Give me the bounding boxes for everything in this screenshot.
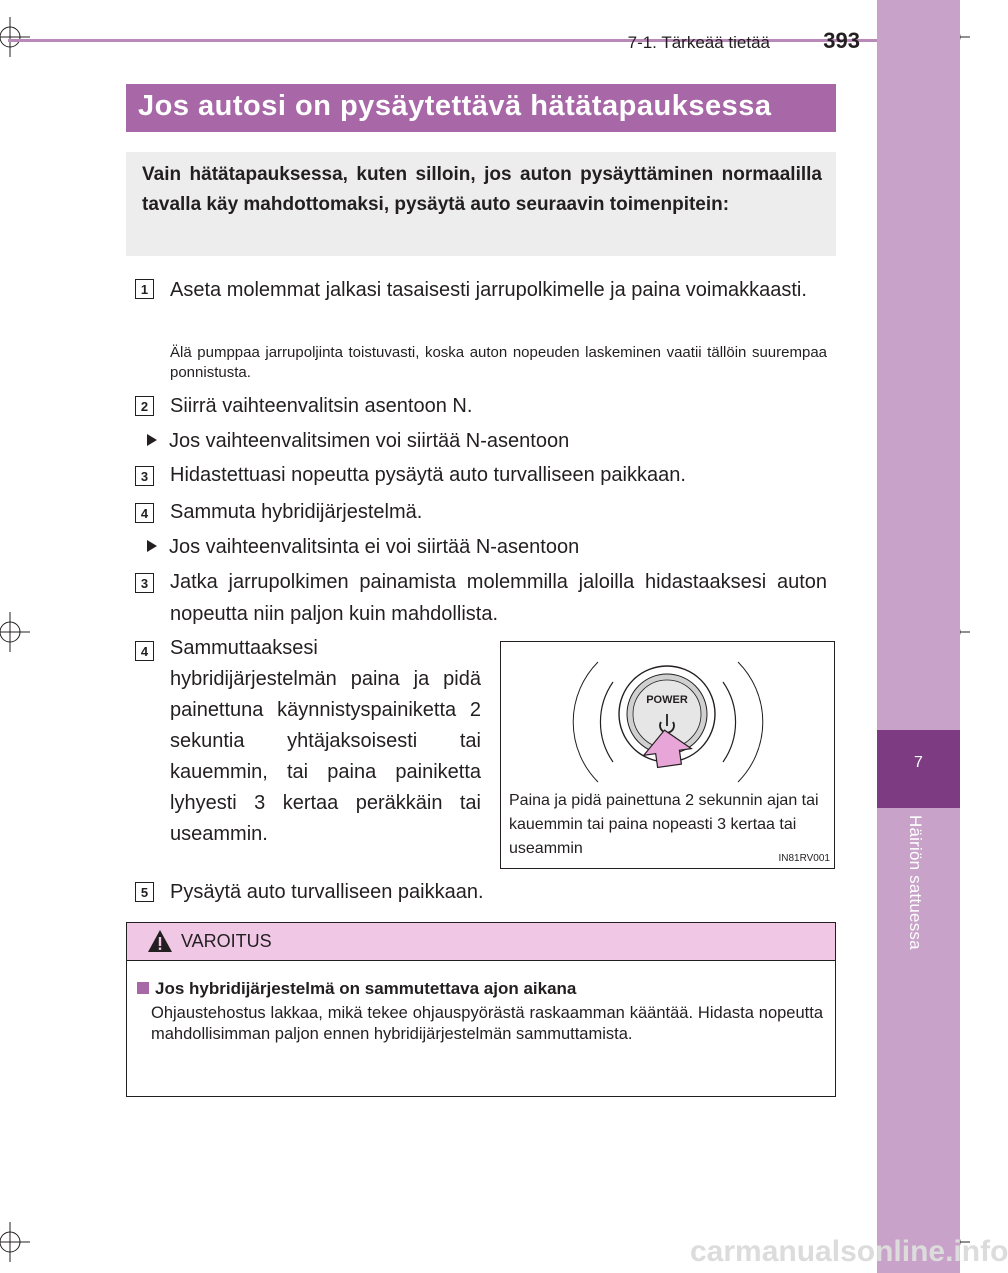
- crop-mark-icon: [0, 1222, 30, 1262]
- warning-box: [126, 922, 836, 1097]
- page-number: 393: [823, 28, 860, 53]
- chapter-label: Häiriön sattuessa: [906, 815, 925, 950]
- step-text: Sammuta hybridijärjestelmä.: [170, 501, 423, 523]
- step-text: Siirrä vaihteenvalitsin asentoon N.: [170, 395, 473, 417]
- step-note: Älä pumppaa jarrupoljinta toistuvasti, koska auton nopeuden laskeminen vaatii tällöin suurempaa ponnistusta.: [170, 344, 827, 381]
- step-text: Jatka jarrupolkimen painamista molemmilla jaloilla hidastaaksesi auton nopeutta niin paljon kuin mahdollista.: [170, 571, 827, 625]
- step-number-box: 5: [135, 882, 154, 902]
- step-number-box: 1: [135, 279, 154, 299]
- condition-text: Jos vaihteenvalitsimen voi siirtää N-asentoon: [169, 430, 570, 452]
- step-number-box: 2: [135, 396, 154, 416]
- step-number-box: 4: [135, 503, 154, 523]
- page-title-bar: [126, 84, 836, 132]
- chapter-tab[interactable]: [877, 730, 960, 808]
- warning-triangle-icon: [147, 929, 173, 953]
- condition-text: Jos vaihteenvalitsinta ei voi siirtää N-asentoon: [169, 536, 580, 558]
- triangle-bullet-icon: [147, 540, 157, 552]
- square-bullet-icon: [137, 982, 149, 994]
- crop-mark-icon: [0, 612, 30, 652]
- section-title: 7-1. Tärkeää tietää: [627, 33, 770, 52]
- crop-mark-icon: [0, 17, 30, 57]
- intro-box: [126, 152, 836, 256]
- chapter-label-wrap: [877, 815, 960, 975]
- power-button-label: POWER: [646, 694, 688, 706]
- page-title: Jos autosi on pysäytettävä hätätapauksessa: [138, 90, 772, 122]
- step-number-box: 4: [135, 641, 154, 661]
- power-button-figure: [500, 641, 835, 869]
- figure-caption: Paina ja pidä painettuna 2 sekunnin ajan tai kauemmin tai paina nopeasti 3 kertaa tai useammin: [509, 792, 819, 857]
- step-text: Pysäytä auto turvalliseen paikkaan.: [170, 881, 484, 903]
- warning-label: VAROITUS: [181, 931, 272, 951]
- triangle-bullet-icon: [147, 434, 157, 446]
- warning-title: Jos hybridijärjestelmä on sammutettava ajon aikana: [155, 979, 577, 998]
- chapter-number: 7: [914, 754, 923, 771]
- warning-text: Ohjaustehostus lakkaa, mikä tekee ohjauspyörästä raskaamman kääntää. Hidasta nopeutta mahdollisimman paljon ennen hybridijärjestelmän sammuttamista.: [151, 1004, 823, 1043]
- figure-code: IN81RV001: [778, 853, 830, 864]
- condition-bullet: [147, 532, 579, 562]
- warning-header: [127, 923, 835, 961]
- watermark: carmanualsonline.info: [690, 1235, 1008, 1268]
- step-text: Aseta molemmat jalkasi tasaisesti jarrupolkimelle ja paina voimakkaasti.: [170, 279, 807, 301]
- step-text: Hidastettuasi nopeutta pysäytä auto turvalliseen paikkaan.: [170, 464, 686, 486]
- power-button-illustration: [501, 642, 833, 792]
- step-number-box: 3: [135, 573, 154, 593]
- step-number-box: 3: [135, 466, 154, 486]
- chapter-sidebar: [877, 0, 960, 1273]
- warning-title-row: [137, 979, 576, 999]
- condition-bullet: [147, 426, 569, 456]
- step-text: Sammuttaaksesi hybridijärjestelmän paina ja pidä painettuna käynnistyspainiketta 2 sekuntia yhtäjaksoisesti tai kauemmin, tai paina painiketta lyhyesti 3 kertaa peräkkäin tai useammin.: [170, 637, 481, 845]
- intro-text: Vain hätätapauksessa, kuten silloin, jos auton pysäyttäminen normaalilla tavalla käy mahdottomaksi, pysäytä auto seuraavin toimenpitein:: [142, 164, 822, 215]
